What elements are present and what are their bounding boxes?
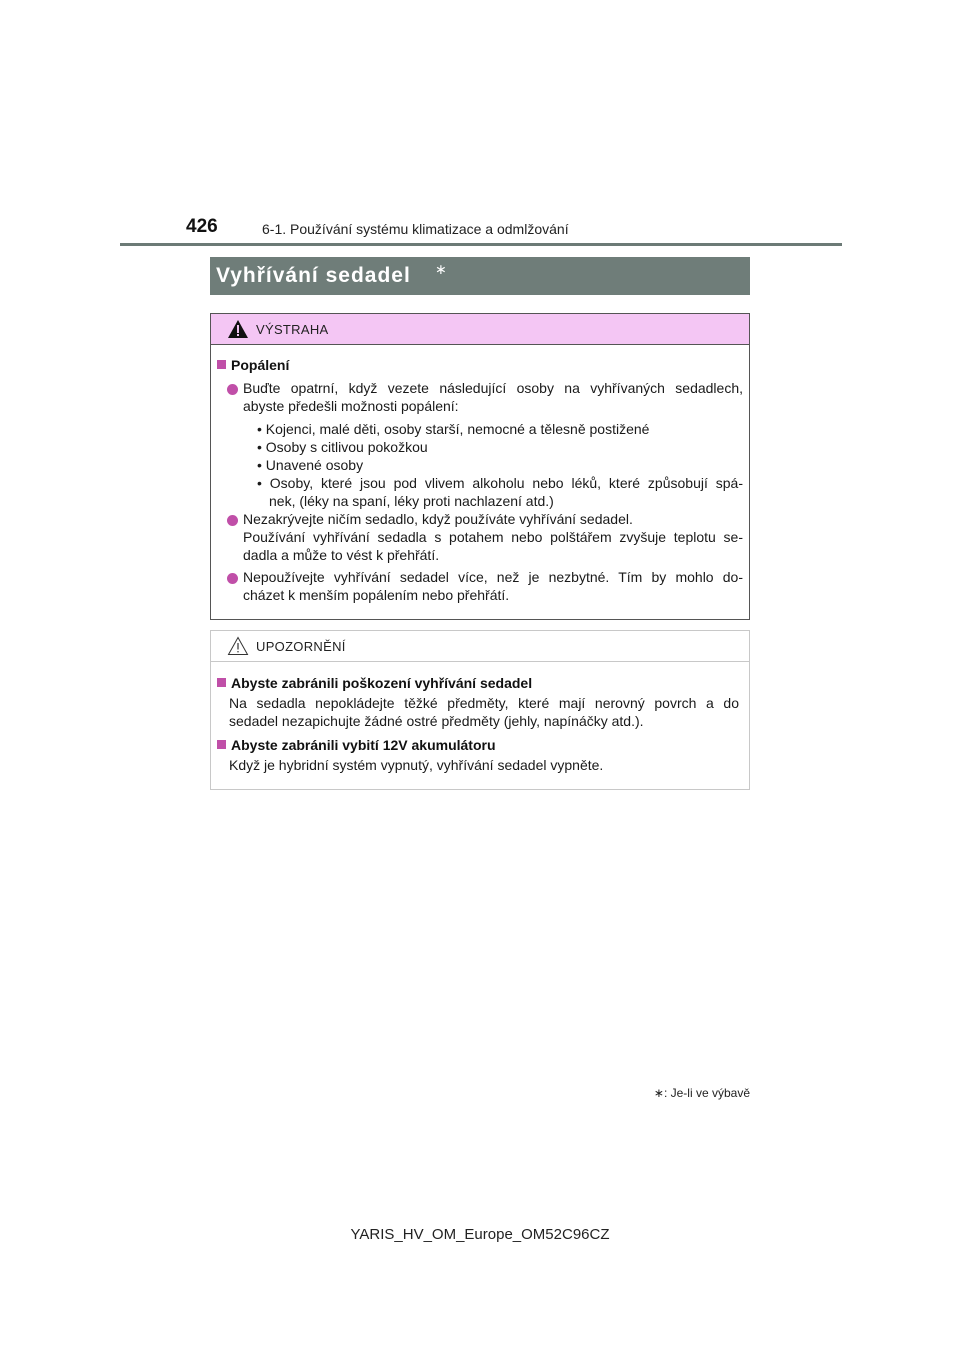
bullet-dot-icon xyxy=(227,515,238,526)
sub-item-4-line2: nek, (léky na spaní, léky proti nachlazení atd.) xyxy=(269,493,554,509)
sub-item-2: • Osoby s citlivou pokožkou xyxy=(257,439,428,455)
bullet1-line2: abyste předešli možnosti popálení: xyxy=(243,398,459,414)
sub-item-1: • Kojenci, malé děti, osoby starší, nemocné a tělesně postižené xyxy=(257,421,650,437)
warning-box xyxy=(210,313,750,620)
warning-triangle-icon xyxy=(227,319,249,339)
bullet2-line2: Používání vyhřívání sedadla s potahem nebo polštářem zvyšuje teplotu se- xyxy=(243,529,743,545)
caution-section1-title xyxy=(217,675,532,691)
bullet3-line2: cházet k menším popálením nebo přehřátí. xyxy=(243,587,510,603)
warning-header xyxy=(211,314,749,345)
caution-section1-line2: sedadel nezapichujte žádné ostré předměty (jehly, napínáčky atd.). xyxy=(229,713,644,729)
bullet-dot-icon xyxy=(227,384,238,395)
section-title: Vyhřívání sedadel xyxy=(216,264,411,287)
header-divider xyxy=(120,243,842,246)
page-number: 426 xyxy=(186,216,218,237)
caution-triangle-icon xyxy=(227,636,249,656)
document-code-footer xyxy=(0,1226,960,1243)
availability-footnote: ∗: Je-li ve výbavě xyxy=(653,1086,750,1100)
title-asterisk: ∗ xyxy=(435,261,447,277)
sub-item-3: • Unavené osoby xyxy=(257,457,364,473)
document-code: YARIS_HV_OM_Europe_OM52C96CZ xyxy=(350,1226,610,1243)
caution-section2-title-text: Abyste zabránili vybití 12V akumulátoru xyxy=(231,737,496,753)
bullet2-line3: dadla a může to vést k přehřátí. xyxy=(243,547,440,563)
sub-item-4-line1: • Osoby, které jsou pod vlivem alkoholu nebo léků, které způsobují spá- xyxy=(257,475,743,491)
caution-section2-title xyxy=(217,737,496,753)
bullet1-line1: Buďte opatrní, když vezete následující osoby na vyhřívaných sedadlech, xyxy=(243,380,743,396)
square-bullet-icon xyxy=(217,740,226,749)
caution-section2-line1: Když je hybridní systém vypnutý, vyhřívání sedadel vypněte. xyxy=(229,757,604,773)
chapter-title: 6-1. Používání systému klimatizace a odmlžování xyxy=(262,221,569,237)
warning-label: VÝSTRAHA xyxy=(256,322,329,337)
caution-section1-line1: Na sedadla nepokládejte těžké předměty, které mají nerovný povrch a do xyxy=(229,695,739,711)
section-title-bar xyxy=(210,257,750,295)
bullet2-line1: Nezakrývejte ničím sedadlo, když používáte vyhřívání sedadel. xyxy=(243,511,633,527)
warning-section-title-text: Popálení xyxy=(231,357,290,373)
warning-section-title xyxy=(217,357,289,373)
square-bullet-icon xyxy=(217,678,226,687)
caution-section1-title-text: Abyste zabránili poškození vyhřívání sedadel xyxy=(231,675,533,691)
caution-box xyxy=(210,630,750,790)
caution-header xyxy=(211,631,749,662)
caution-label: UPOZORNĚNÍ xyxy=(256,639,346,654)
page-header xyxy=(186,216,746,242)
bullet3-line1: Nepoužívejte vyhřívání sedadel více, než je nezbytné. Tím by mohlo do- xyxy=(243,569,743,585)
square-bullet-icon xyxy=(217,360,226,369)
bullet-dot-icon xyxy=(227,573,238,584)
